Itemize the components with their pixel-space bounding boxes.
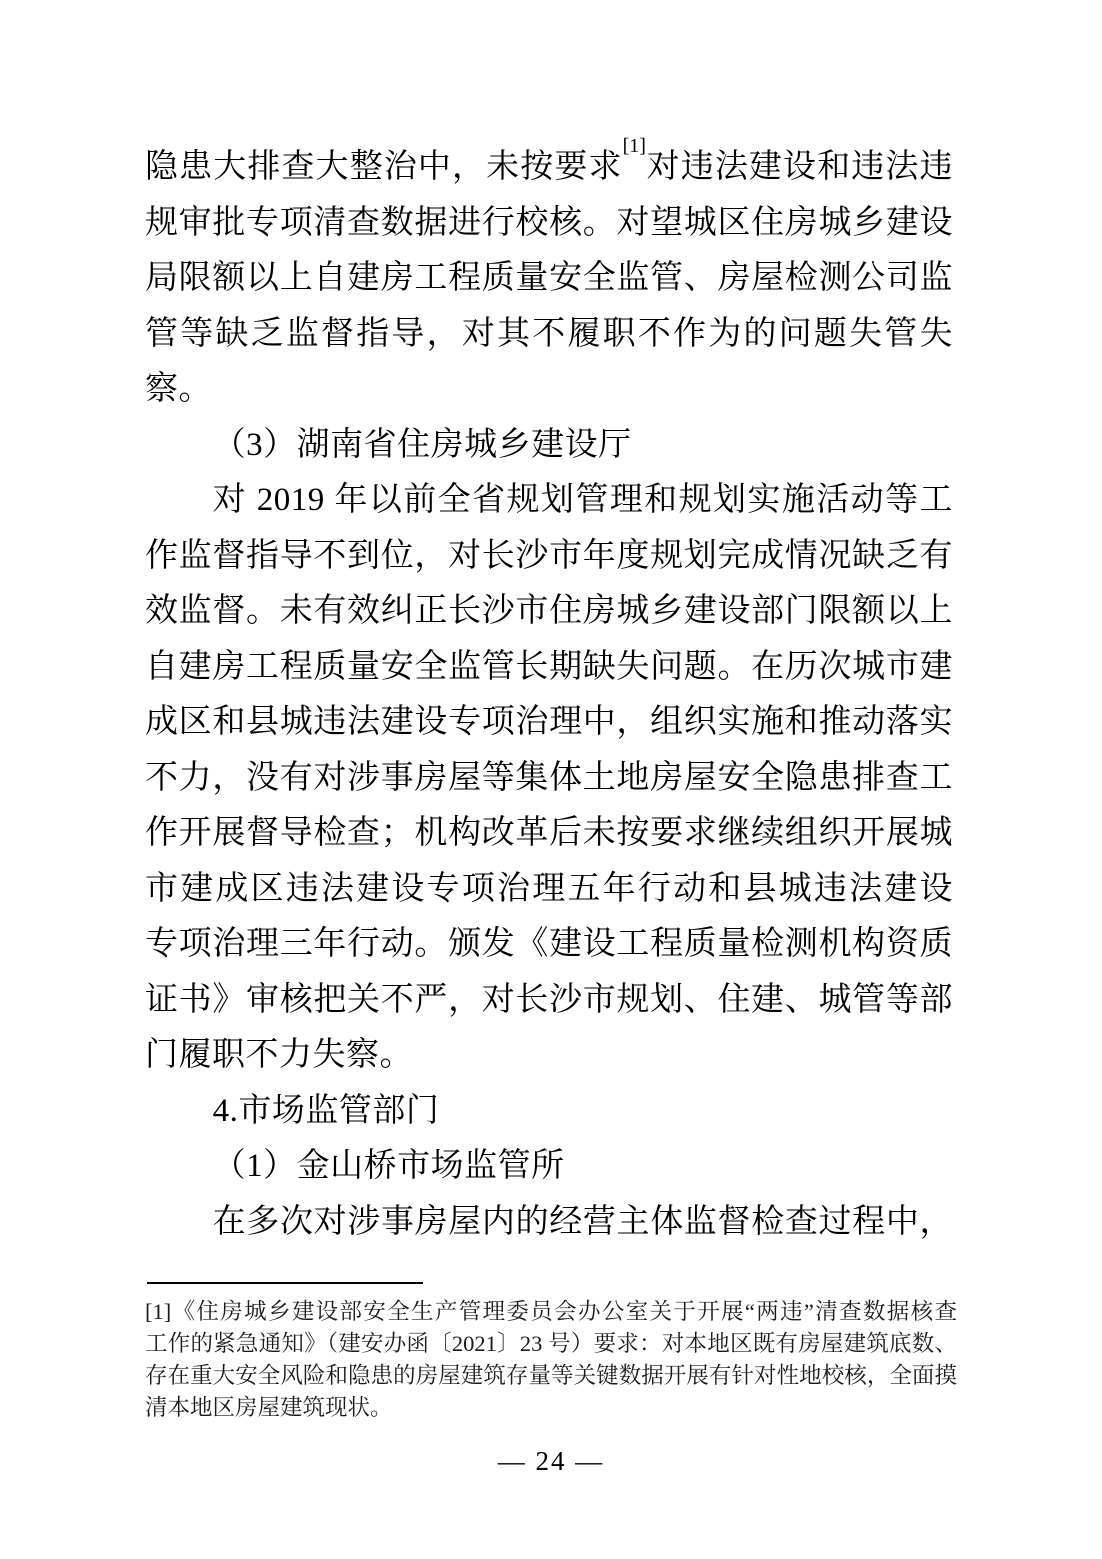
body-line: 专项治理三年行动。颁发《建设工程质量检测机构资质	[145, 926, 953, 962]
footnote-line: [1]《住房城乡建设部安全生产管理委员会办公室关于开展“两违”清查数据核查	[145, 1299, 957, 1324]
body-line: 效监督。未有效纠正长沙市住房城乡建设部门限额以上	[145, 593, 953, 629]
section-heading: 4.市场监管部门	[212, 1092, 440, 1129]
body-line-text: 隐患大排查大整治中，未按要求	[145, 149, 623, 185]
body-line: 对 2019 年以前全省规划管理和规划实施活动等工	[212, 482, 953, 518]
footnote	[145, 1296, 957, 1424]
footnote-separator	[147, 1282, 423, 1284]
body-line: 不力，没有对涉事房屋等集体土地房屋安全隐患排查工	[145, 759, 953, 796]
body-line: 成区和县城违法建设专项治理中，组织实施和推动落实	[145, 704, 953, 740]
body-line: 在多次对涉事房屋内的经营主体监督检查过程中，	[212, 1203, 953, 1240]
body-text	[145, 135, 954, 1250]
footnote-line: 工作的紧急通知》（建安办函〔2021〕23 号）要求：对本地区既有房屋建筑底数、	[145, 1331, 957, 1356]
section-heading: （1）金山桥市场监管所	[212, 1148, 565, 1184]
page-number: — 24 —	[497, 1446, 605, 1476]
footnote-line: 存在重大安全风险和隐患的房屋建筑存量等关键数据开展有针对性地校核，全面摸	[145, 1363, 957, 1388]
section-heading: （3）湖南省住房城乡建设厅	[212, 426, 632, 463]
body-line: 管等缺乏监督指导，对其不履职不作为的问题失管失	[145, 315, 953, 352]
body-line: 作监督指导不到位，对长沙市年度规划完成情况缺乏有	[145, 537, 953, 574]
body-line: 规审批专项清查数据进行校核。对望城区住房城乡建设	[145, 204, 953, 241]
body-line: 自建房工程质量安全监管长期缺失问题。在历次城市建	[145, 648, 953, 685]
footnote-line: 清本地区房屋建筑现状。	[145, 1395, 393, 1420]
body-line: 市建成区违法建设专项治理五年行动和县城违法建设	[145, 870, 953, 907]
body-line: 察。	[145, 371, 212, 407]
body-line-text: 对违法建设和违法违	[645, 149, 954, 185]
body-line: 门履职不力失察。	[145, 1037, 413, 1073]
body-line: 作开展督导检查；机构改革后未按要求继续组织开展城	[145, 815, 953, 851]
body-line: 证书》审核把关不严，对长沙市规划、住建、城管等部	[145, 981, 953, 1018]
body-line	[145, 135, 954, 196]
body-line: 局限额以上自建房工程质量安全监管、房屋检测公司监	[145, 260, 953, 296]
footnote-ref-marker: [1]	[622, 135, 646, 157]
